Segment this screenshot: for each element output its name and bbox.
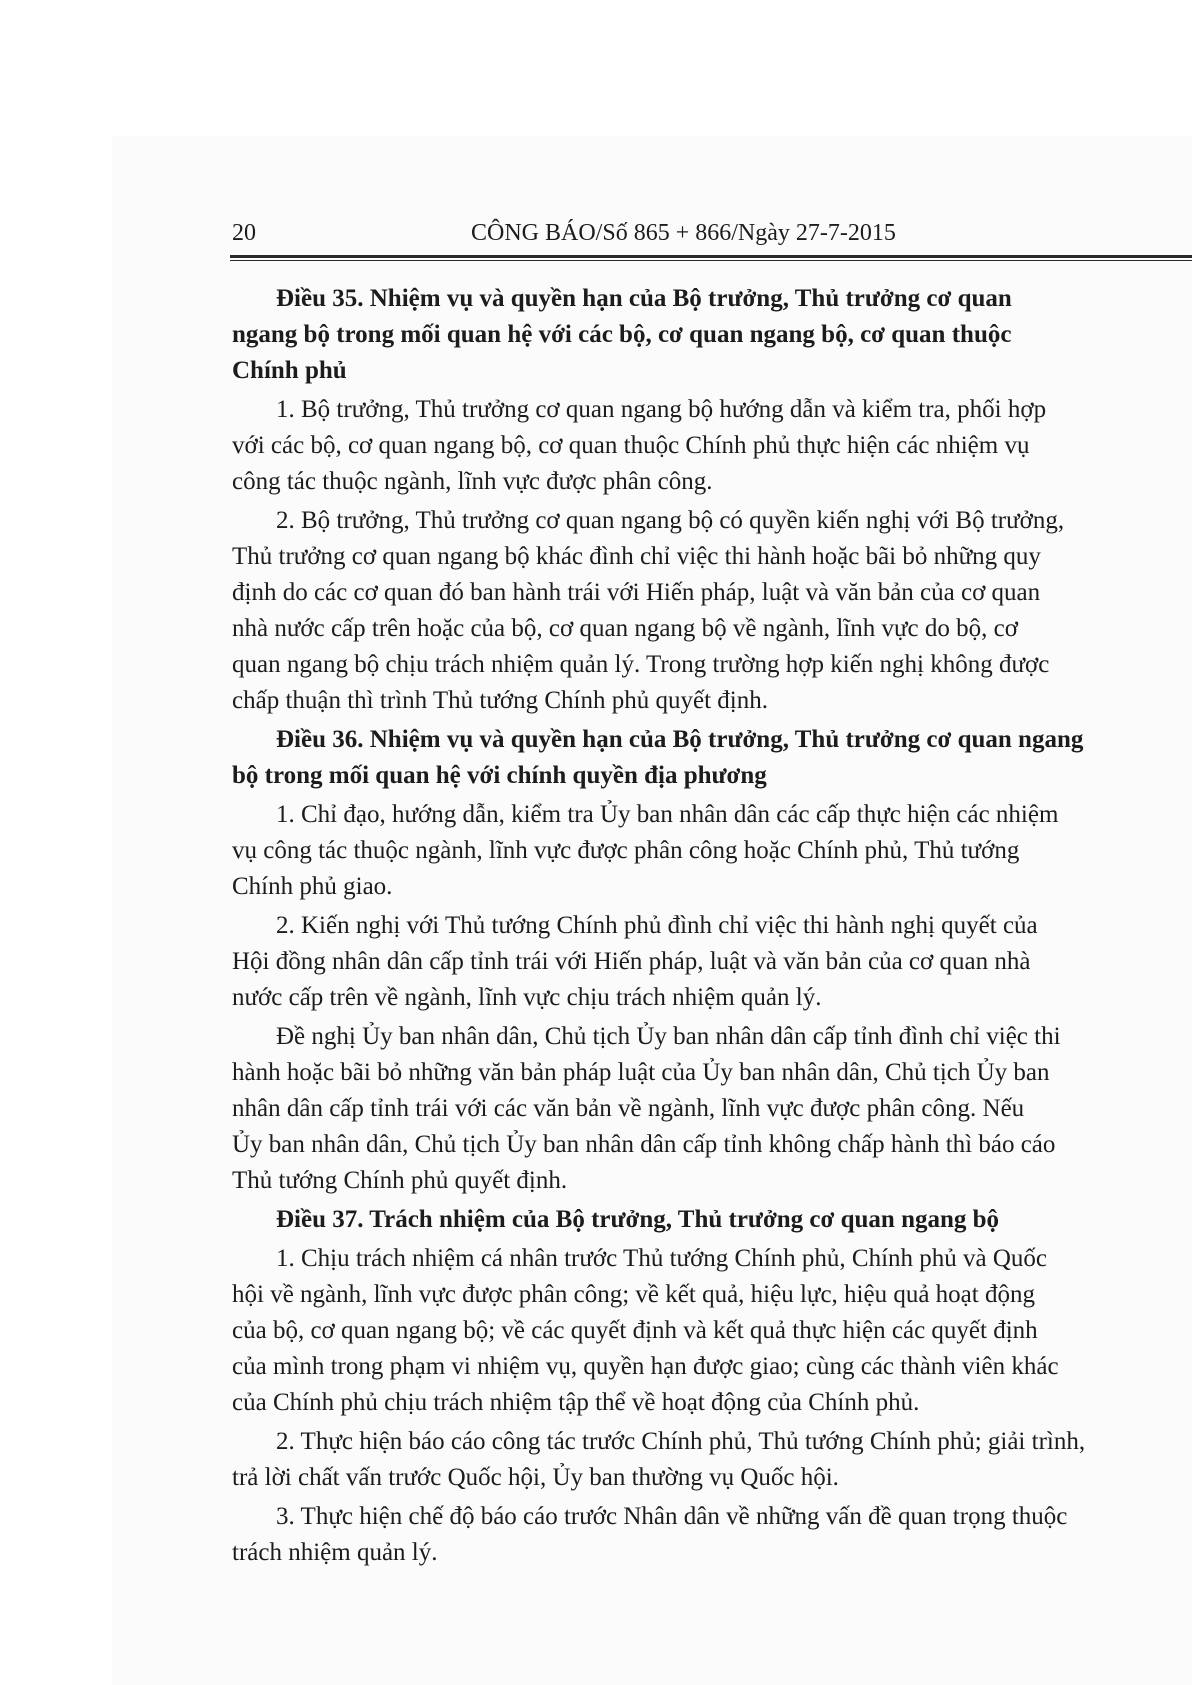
text-line: nhân dân cấp tỉnh trái với các văn bản về ngành, lĩnh vực được phân công. Nếu <box>232 1095 1025 1122</box>
text-line: nước cấp trên về ngành, lĩnh vực chịu trách nhiệm quản lý. <box>232 984 822 1011</box>
article-37-clause-3 <box>232 1499 1192 1571</box>
text-line: 1. Chỉ đạo, hướng dẫn, kiểm tra Ủy ban nhân dân các cấp thực hiện các nhiệm <box>276 801 1059 828</box>
article-37-heading <box>232 1202 1192 1238</box>
text-line: vụ công tác thuộc ngành, lĩnh vực được phân công hoặc Chính phủ, Thủ tướng <box>232 837 1020 864</box>
text-line: 2. Thực hiện báo cáo công tác trước Chính phủ, Thủ tướng Chính phủ; giải trình, <box>276 1428 1086 1455</box>
heading-line: ngang bộ trong mối quan hệ với các bộ, cơ quan ngang bộ, cơ quan thuộc <box>232 321 1012 348</box>
text-line: Thủ trưởng cơ quan ngang bộ khác đình chỉ việc thi hành hoặc bãi bỏ những quy <box>232 543 1041 570</box>
text-line: quan ngang bộ chịu trách nhiệm quản lý. Trong trường hợp kiến nghị không được <box>232 651 1050 678</box>
text-line: 2. Bộ trưởng, Thủ trưởng cơ quan ngang bộ có quyền kiến nghị với Bộ trưởng, <box>276 507 1065 534</box>
text-line: Chính phủ giao. <box>232 873 393 900</box>
article-35-heading <box>232 281 1192 389</box>
document-body <box>232 281 1192 1671</box>
text-line: nhà nước cấp trên hoặc của bộ, cơ quan ngang bộ về ngành, lĩnh vực do bộ, cơ <box>232 615 1018 642</box>
text-line: trả lời chất vấn trước Quốc hội, Ủy ban thường vụ Quốc hội. <box>232 1464 839 1491</box>
text-line: định do các cơ quan đó ban hành trái với Hiến pháp, luật và văn bản của cơ quan <box>232 579 1041 606</box>
text-line: với các bộ, cơ quan ngang bộ, cơ quan thuộc Chính phủ thực hiện các nhiệm vụ <box>232 432 1030 459</box>
article-37-clause-1 <box>232 1241 1192 1421</box>
text-line: của bộ, cơ quan ngang bộ; về các quyết định và kết quả thực hiện các quyết định <box>232 1317 1038 1344</box>
text-line: công tác thuộc ngành, lĩnh vực được phân công. <box>232 468 713 495</box>
gazette-title: CÔNG BÁO/Số 865 + 866/Ngày 27-7-2015 <box>471 220 896 246</box>
text-line: 1. Chịu trách nhiệm cá nhân trước Thủ tướng Chính phủ, Chính phủ và Quốc <box>276 1245 1048 1272</box>
text-line: 3. Thực hiện chế độ báo cáo trước Nhân dân về những vấn đề quan trọng thuộc <box>276 1503 1068 1530</box>
header-rule-thin <box>230 260 1192 261</box>
text-line: hành hoặc bãi bỏ những văn bản pháp luật của Ủy ban nhân dân, Chủ tịch Ủy ban <box>232 1059 1050 1086</box>
article-36-clause-2-para <box>232 1019 1192 1199</box>
text-line: Đề nghị Ủy ban nhân dân, Chủ tịch Ủy ban nhân dân cấp tỉnh đình chỉ việc thi <box>276 1023 1061 1050</box>
text-line: Thủ tướng Chính phủ quyết định. <box>232 1167 568 1194</box>
text-line: Hội đồng nhân dân cấp tỉnh trái với Hiến pháp, luật và văn bản của cơ quan nhà <box>232 948 1031 975</box>
heading-line: bộ trong mối quan hệ với chính quyền địa phương <box>232 762 767 789</box>
article-36-clause-2 <box>232 908 1192 1016</box>
heading-line: Điều 35. Nhiệm vụ và quyền hạn của Bộ trưởng, Thủ trưởng cơ quan <box>276 285 1012 312</box>
text-line: 2. Kiến nghị với Thủ tướng Chính phủ đình chỉ việc thi hành nghị quyết của <box>276 912 1038 939</box>
text-line: Ủy ban nhân dân, Chủ tịch Ủy ban nhân dân cấp tỉnh không chấp hành thì báo cáo <box>232 1131 1056 1158</box>
heading-line: Chính phủ <box>232 357 347 384</box>
article-36-clause-1 <box>232 797 1192 905</box>
text-line: trách nhiệm quản lý. <box>232 1539 438 1566</box>
page-number: 20 <box>232 220 256 246</box>
page-header <box>232 220 1192 250</box>
text-line: 1. Bộ trưởng, Thủ trưởng cơ quan ngang bộ hướng dẫn và kiểm tra, phối hợp <box>276 396 1047 423</box>
article-36-heading <box>232 722 1192 794</box>
article-37-clause-2 <box>232 1424 1192 1496</box>
text-line: của mình trong phạm vi nhiệm vụ, quyền hạn được giao; cùng các thành viên khác <box>232 1353 1059 1380</box>
article-35-clause-1 <box>232 392 1192 500</box>
article-35-clause-2 <box>232 503 1192 719</box>
heading-line: Điều 37. Trách nhiệm của Bộ trưởng, Thủ trưởng cơ quan ngang bộ <box>276 1206 1000 1233</box>
header-rule-thick <box>230 255 1192 258</box>
text-line: hội về ngành, lĩnh vực được phân công; về kết quả, hiệu lực, hiệu quả hoạt động <box>232 1281 1035 1308</box>
text-line: của Chính phủ chịu trách nhiệm tập thể về hoạt động của Chính phủ. <box>232 1389 920 1416</box>
heading-line: Điều 36. Nhiệm vụ và quyền hạn của Bộ trưởng, Thủ trưởng cơ quan ngang <box>276 726 1084 753</box>
text-line: chấp thuận thì trình Thủ tướng Chính phủ quyết định. <box>232 687 768 714</box>
